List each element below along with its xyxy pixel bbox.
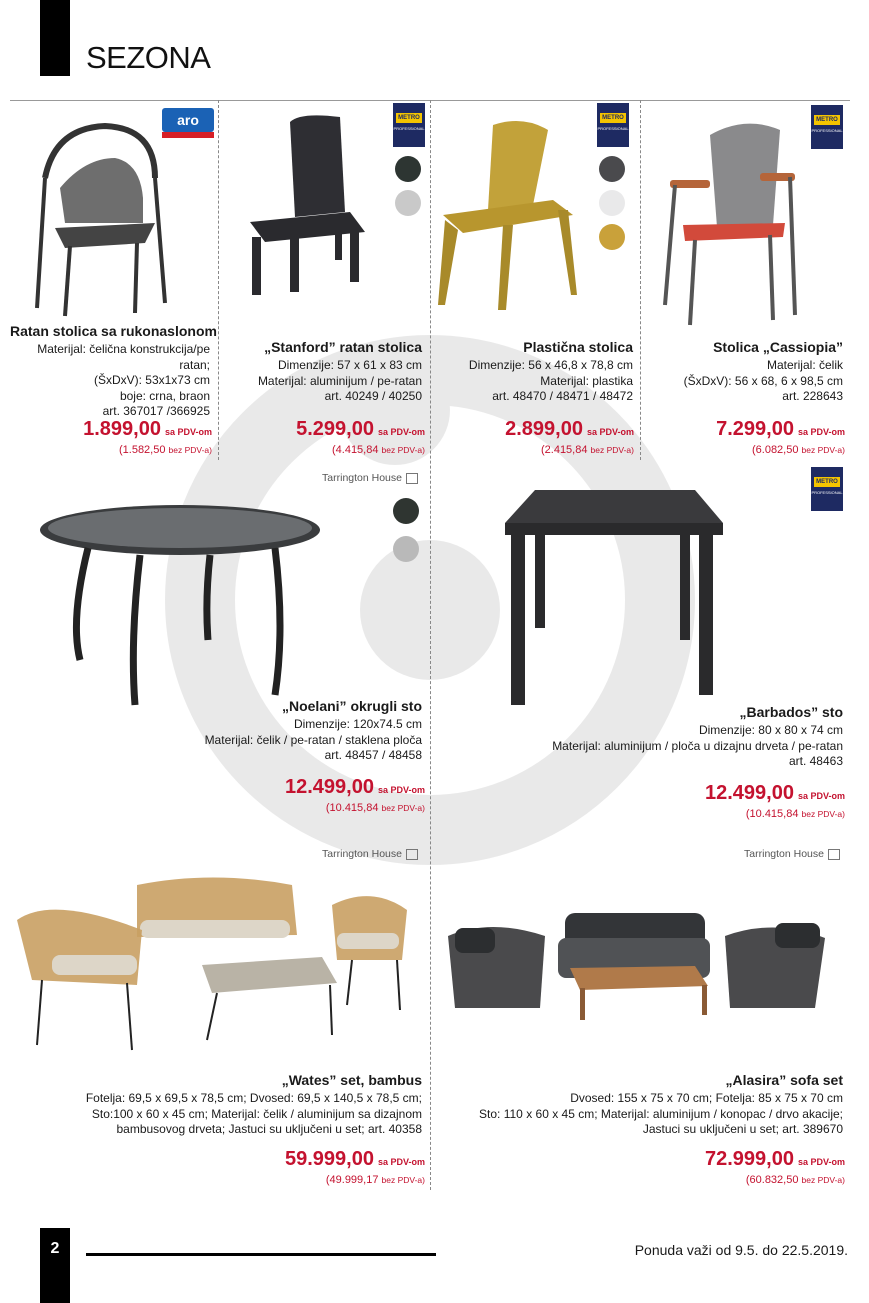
desc-line: bambusovog drveta; Jastuci su uključeni u set; art. 40358 (116, 1122, 422, 1136)
product-name: „Barbados” sto (739, 704, 843, 720)
desc-line: art. 48457 / 48458 (324, 748, 422, 762)
color-swatch (599, 190, 625, 216)
product-description (222, 358, 422, 405)
metro-logo: METRO PROFESSIONAL (811, 467, 843, 511)
net-price (432, 444, 634, 456)
brand-tarrington-house (722, 848, 840, 860)
desc-line: Materijal: aluminijum / ploča u dizajnu drveta / pe-ratan (552, 738, 843, 753)
net-price (641, 1174, 845, 1186)
desc-line: art. 40249 / 40250 (324, 389, 422, 403)
desc-line: Materijal: čelična konstrukcija/pe ratan; (37, 342, 210, 372)
price-label: sa PDV-om (377, 427, 425, 437)
net-value: (10.415,84 (745, 808, 799, 820)
price-label: sa PDV-om (377, 1157, 425, 1167)
net-price (220, 444, 425, 456)
color-swatch (395, 156, 421, 182)
desc-line: Materijal: čelik (766, 358, 843, 372)
footer-rule (86, 1253, 436, 1256)
net-price (641, 444, 845, 456)
house-icon (406, 473, 418, 484)
desc-line: Dimenzije: 120x74.5 cm (293, 717, 422, 731)
desc-line: Jastuci su uključeni u set; art. 389670 (642, 1122, 843, 1136)
net-label: bez PDV-a) (381, 445, 425, 455)
price (641, 418, 845, 441)
price (220, 776, 425, 799)
product-name: „Alasira” sofa set (725, 1072, 843, 1088)
price-label: sa PDV-om (797, 1157, 845, 1167)
color-swatch (393, 498, 419, 524)
metro-logo: METRO PROFESSIONAL (597, 103, 629, 147)
price-label: sa PDV-om (377, 785, 425, 795)
desc-line: boje: crna, braon (119, 388, 210, 403)
desc-line: art. 48463 (788, 754, 843, 768)
brand-label: Tarrington House (322, 848, 402, 860)
price (432, 418, 634, 441)
brand-tarrington-house (300, 472, 418, 484)
product-name: Ratan stolica sa rukonaslonom (10, 323, 217, 339)
page-title: SEZONA (86, 40, 211, 75)
desc-line: Dimenzije: 80 x 80 x 74 cm (698, 723, 843, 737)
brand-label: Tarrington House (744, 848, 824, 860)
net-label: bez PDV-a) (801, 1175, 845, 1185)
desc-line: Materijal: aluminijum / pe-ratan (257, 373, 422, 388)
house-icon (828, 849, 840, 860)
metro-logo: METRO PROFESSIONAL (393, 103, 425, 147)
price-value: 5.299,00 (296, 418, 374, 440)
product-image-cassiopia-chair (655, 115, 805, 330)
price-value: 72.999,00 (704, 1148, 794, 1170)
product-image-noelani-table (40, 500, 330, 710)
net-value: (1.582,50 (118, 444, 166, 456)
product-description (643, 358, 843, 405)
desc-line: art. 367017 /366925 (102, 404, 210, 418)
net-value: (4.415,84 (331, 444, 379, 456)
desc-line: (ŠxDxV): 56 x 68, 6 x 98,5 cm (683, 373, 843, 388)
price (10, 418, 212, 441)
brand-label: Tarrington House (322, 472, 402, 484)
price-value: 12.499,00 (704, 782, 794, 804)
price-label: sa PDV-om (797, 791, 845, 801)
product-image-stanford-chair (240, 112, 380, 302)
price-value: 2.899,00 (505, 418, 583, 440)
product-description (433, 1091, 843, 1138)
product-image-wates-set (12, 875, 412, 1055)
net-label: bez PDV-a) (590, 445, 634, 455)
net-label: bez PDV-a) (801, 445, 845, 455)
divider (218, 100, 219, 460)
net-value: (2.415,84 (540, 444, 588, 456)
desc-line: Dimenzije: 56 x 46,8 x 78,8 cm (468, 358, 633, 372)
net-label: bez PDV-a) (801, 809, 845, 819)
product-image-ratan-chair (25, 118, 175, 318)
product-name: „Stanford” ratan stolica (264, 339, 422, 355)
divider (640, 100, 641, 460)
metro-logo: METRO PROFESSIONAL (811, 105, 843, 149)
price (220, 418, 425, 441)
header-bar (40, 0, 70, 76)
net-price (220, 1174, 425, 1186)
desc-line: Dvosed: 155 x 75 x 70 cm; Fotelja: 85 x 75 x 70 cm (570, 1091, 843, 1105)
net-value: (49.999,17 (325, 1174, 379, 1186)
net-value: (10.415,84 (325, 802, 379, 814)
color-swatch (393, 536, 419, 562)
brand-tarrington-house (300, 848, 418, 860)
color-swatch (599, 156, 625, 182)
desc-line: Materijal: plastika (540, 373, 633, 388)
house-icon (406, 849, 418, 860)
product-image-alasira-set (440, 908, 835, 1033)
price-value: 7.299,00 (716, 418, 794, 440)
desc-line: art. 228643 (782, 389, 843, 403)
price (220, 1148, 425, 1171)
desc-line: Fotelja: 69,5 x 69,5 x 78,5 cm; Dvosed: 69,5 x 140,5 x 78,5 cm; (85, 1091, 422, 1105)
net-label: bez PDV-a) (168, 445, 212, 455)
page-number: 2 (40, 1228, 70, 1303)
product-description (172, 717, 422, 764)
net-price (10, 444, 212, 456)
color-swatch (599, 224, 625, 250)
net-price (220, 802, 425, 814)
desc-line: Materijal: čelik / pe-ratan / staklena ploča (204, 732, 422, 747)
net-price (641, 808, 845, 820)
price-value: 12.499,00 (284, 776, 374, 798)
desc-line: art. 48470 / 48471 / 48472 (492, 389, 633, 403)
product-description (483, 723, 843, 770)
product-description (10, 342, 210, 420)
product-image-plastic-chair (433, 115, 583, 315)
price (641, 782, 845, 805)
product-description (12, 1091, 422, 1138)
net-label: bez PDV-a) (381, 1175, 425, 1185)
price-value: 59.999,00 (284, 1148, 374, 1170)
desc-line: (ŠxDxV): 53x1x73 cm (93, 373, 210, 387)
product-description (433, 358, 633, 405)
color-swatch (395, 190, 421, 216)
product-name: „Wates” set, bambus (281, 1072, 422, 1088)
price (641, 1148, 845, 1171)
desc-line: Sto: 110 x 60 x 45 cm; Materijal: aluminijum / konopac / drvo akacije; (479, 1106, 843, 1121)
desc-line: Sto:100 x 60 x 45 cm; Materijal: čelik / aluminijum sa dizajnom (91, 1106, 422, 1121)
net-value: (6.082,50 (751, 444, 799, 456)
divider (430, 100, 431, 1190)
svg-text:aro: aro (177, 112, 199, 128)
product-image-barbados-table (495, 488, 730, 713)
net-label: bez PDV-a) (381, 803, 425, 813)
desc-line: Dimenzije: 57 x 61 x 83 cm (277, 358, 422, 372)
price-label: sa PDV-om (586, 427, 634, 437)
product-name: Stolica „Cassiopia” (713, 339, 843, 355)
price-label: sa PDV-om (797, 427, 845, 437)
offer-validity: Ponuda važi od 9.5. do 22.5.2019. (634, 1242, 848, 1258)
product-name: Plastična stolica (523, 339, 633, 355)
net-value: (60.832,50 (745, 1174, 799, 1186)
product-name: „Noelani” okrugli sto (281, 698, 422, 714)
price-value: 1.899,00 (83, 418, 161, 440)
price-label: sa PDV-om (164, 427, 212, 437)
